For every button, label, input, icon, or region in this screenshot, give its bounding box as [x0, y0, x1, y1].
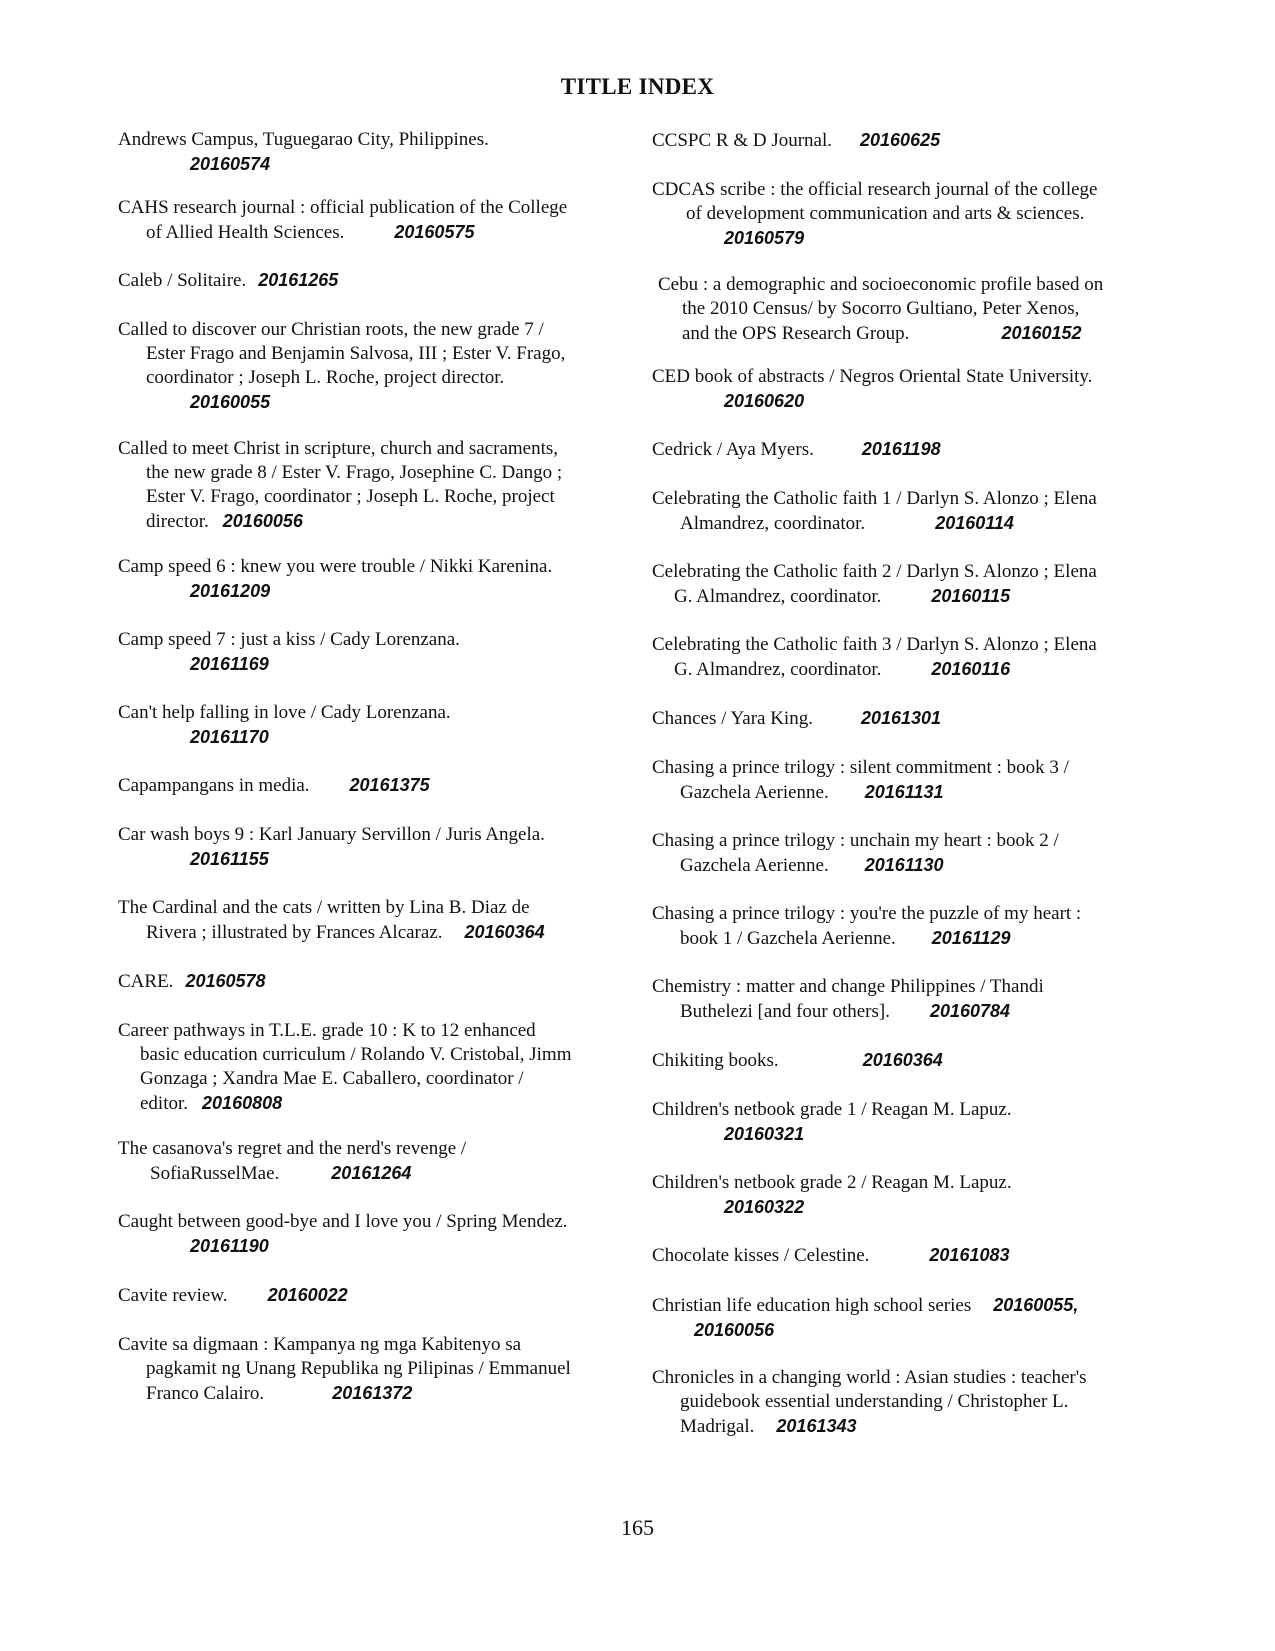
entry-title-line — [652, 511, 1162, 536]
entry-title-text: book 1 / Gazchela Aerienne. — [680, 928, 896, 949]
accession-number: 20160575 — [394, 222, 475, 242]
entry-title-text: Chronicles in a changing world : Asian studies : teacher's — [652, 1367, 1087, 1388]
index-entry — [652, 1171, 1162, 1220]
entry-title-line — [118, 1283, 618, 1308]
entry-title-text: and the OPS Research Group. — [682, 323, 910, 344]
entry-title-line — [118, 823, 618, 847]
entry-title-text: The Cardinal and the cats / written by Lina B. Diaz de — [118, 897, 530, 918]
entry-title-line — [652, 584, 1162, 609]
accession-number: 20160625 — [860, 130, 941, 150]
index-entry — [118, 896, 618, 945]
entry-title-line — [118, 1381, 618, 1406]
accession-line — [652, 1195, 1162, 1220]
entry-title-line — [118, 920, 618, 945]
entry-title-line — [652, 560, 1162, 584]
index-entry — [652, 975, 1162, 1024]
entry-title-text: Chocolate kisses / Celestine. — [652, 1245, 870, 1266]
accession-number: 20161083 — [929, 1245, 1010, 1265]
entry-title-text: Christian life education high school series — [652, 1295, 972, 1316]
accession-number: 20160784 — [929, 1001, 1011, 1021]
entry-title-line — [118, 437, 618, 461]
entry-title-line — [652, 1098, 1162, 1122]
entry-title-text: Gonzaga ; Xandra Mae E. Caballero, coordinator / — [140, 1068, 524, 1089]
entry-title-text: Almandrez, coordinator. — [680, 513, 866, 534]
index-entry — [118, 1210, 618, 1259]
entry-title-line — [118, 1019, 618, 1043]
index-entry — [118, 969, 618, 994]
entry-title-text: director. — [146, 511, 209, 532]
accession-number: 20160574 — [190, 154, 271, 174]
entry-title-text: Called to meet Christ in scripture, church and sacraments, — [118, 438, 559, 459]
entry-title-text: Camp speed 7 : just a kiss / Cady Lorenzana. — [118, 629, 460, 650]
entry-title-line — [118, 485, 618, 509]
entry-title-line — [118, 1043, 618, 1067]
entry-title-line — [118, 628, 618, 652]
index-entry — [652, 829, 1162, 878]
accession-number: 20160022 — [267, 1285, 348, 1305]
entry-title-text: of development communication and arts & sciences. — [686, 203, 1085, 224]
entry-title-text: Ester V. Frago, coordinator ; Joseph L. Roche, project — [146, 486, 555, 507]
index-entry — [652, 633, 1162, 682]
index-entry — [118, 701, 618, 750]
index-entry — [118, 1333, 618, 1406]
entry-title-text: Chasing a prince trilogy : unchain my heart : book 2 / — [652, 830, 1059, 851]
entry-title-text: Can't help falling in love / Cady Lorenzana. — [118, 702, 451, 723]
accession-number: 20160114 — [935, 513, 1014, 533]
entry-title-text: CAHS research journal : official publication of the College — [118, 197, 568, 218]
entry-title-text: Chances / Yara King. — [652, 708, 813, 729]
entry-title-line — [118, 128, 618, 152]
index-entry — [652, 756, 1162, 805]
index-entry — [652, 273, 1162, 346]
accession-number: 20160322 — [724, 1197, 805, 1217]
accession-number: 20160364 — [464, 922, 545, 942]
entry-title-line — [652, 756, 1162, 780]
index-entry — [652, 487, 1162, 536]
index-entry — [118, 1137, 618, 1186]
entry-title-text: Career pathways in T.L.E. grade 10 : K to 12 enhanced — [118, 1020, 536, 1041]
index-entry — [118, 196, 618, 245]
accession-line — [652, 1122, 1162, 1147]
entry-title-text: Cavite sa digmaan : Kampanya ng mga Kabitenyo sa — [118, 1334, 522, 1355]
index-entry — [118, 318, 618, 415]
index-entry — [652, 1366, 1162, 1439]
entry-title-text: The casanova's regret and the nerd's revenge / — [118, 1138, 467, 1159]
entry-title-line — [652, 1293, 1162, 1318]
entry-title-text: Children's netbook grade 2 / Reagan M. Lapuz. — [652, 1172, 1012, 1193]
index-entry — [652, 560, 1162, 609]
entry-title-text: Rivera ; illustrated by Frances Alcaraz. — [146, 922, 443, 943]
entry-title-text: guidebook essential understanding / Christopher L. — [680, 1391, 1069, 1412]
entry-title-text: Chasing a prince trilogy : you're the puzzle of my heart : — [652, 903, 1082, 924]
accession-number: 20161198 — [861, 439, 941, 459]
entry-title-line — [652, 487, 1162, 511]
entry-title-line — [652, 657, 1162, 682]
index-entry — [652, 706, 1162, 731]
accession-line — [118, 579, 618, 604]
entry-title-text: Capampangans in media. — [118, 775, 310, 796]
index-entry — [118, 437, 618, 534]
accession-number: 20160808 — [202, 1093, 283, 1113]
accession-line — [118, 847, 618, 872]
accession-number: 20160578 — [185, 971, 266, 991]
entry-title-line — [118, 1333, 618, 1357]
entry-title-line — [118, 1137, 618, 1161]
entry-title-line — [652, 365, 1162, 389]
index-entry — [118, 268, 618, 293]
accession-number: 20161169 — [190, 654, 269, 674]
entry-title-text: CARE. — [118, 971, 174, 992]
entry-title-line — [652, 1243, 1162, 1268]
accession-number: 20160056 — [222, 511, 303, 531]
entry-title-text: basic education curriculum / Rolando V. Cristobal, Jimm — [140, 1044, 572, 1065]
page-number: 165 — [621, 1515, 654, 1540]
entry-title-text: Chasing a prince trilogy : silent commitment : book 3 / — [652, 757, 1069, 778]
index-entry — [652, 128, 1162, 153]
entry-title-line — [118, 701, 618, 725]
accession-line — [652, 1318, 1162, 1343]
accession-number: 20160364 — [862, 1050, 943, 1070]
entry-title-line — [652, 902, 1162, 926]
entry-title-text: Chemistry : matter and change Philippines / Thandi — [652, 976, 1044, 997]
accession-line — [118, 725, 618, 750]
entry-title-line — [652, 926, 1162, 951]
entry-title-line — [118, 509, 618, 534]
accession-number: 20161190 — [190, 1236, 269, 1256]
entry-title-text: Called to discover our Christian roots, the new grade 7 / — [118, 319, 544, 340]
entry-title-text: Celebrating the Catholic faith 2 / Darlyn S. Alonzo ; Elena — [652, 561, 1097, 582]
entry-title-text: CED book of abstracts / Negros Oriental State University. — [652, 366, 1093, 387]
entry-title-text: Caleb / Solitaire. — [118, 270, 247, 291]
index-entry — [652, 1048, 1162, 1073]
entry-title-line — [118, 773, 618, 798]
entry-title-line — [652, 829, 1162, 853]
accession-number: 20160321 — [724, 1124, 805, 1144]
entry-title-line — [118, 342, 618, 366]
accession-number: 20161170 — [190, 727, 269, 747]
index-entry — [118, 1019, 618, 1116]
accession-line — [118, 390, 618, 415]
accession-number: 20160056 — [694, 1320, 775, 1340]
index-entry — [652, 902, 1162, 951]
index-entry — [652, 437, 1162, 462]
entry-title-text: Celebrating the Catholic faith 1 / Darlyn S. Alonzo ; Elena — [652, 488, 1097, 509]
entry-title-line — [652, 1390, 1162, 1414]
entry-title-text: Cedrick / Aya Myers. — [652, 439, 814, 460]
entry-title-text: Cavite review. — [118, 1285, 228, 1306]
entry-title-line — [118, 1161, 618, 1186]
entry-title-line — [652, 999, 1162, 1024]
accession-number: 20160055, — [993, 1295, 1079, 1315]
entry-title-line — [118, 220, 618, 245]
index-entry — [652, 178, 1162, 251]
entry-title-line — [652, 780, 1162, 805]
index-entry — [118, 773, 618, 798]
entry-title-text: Children's netbook grade 1 / Reagan M. Lapuz. — [652, 1099, 1012, 1120]
entry-title-text: the 2010 Census/ by Socorro Gultiano, Peter Xenos, — [682, 298, 1080, 319]
entry-title-line — [118, 969, 618, 994]
entry-title-text: Franco Calairo. — [146, 1383, 265, 1404]
entry-title-text: G. Almandrez, coordinator. — [674, 659, 882, 680]
accession-line — [652, 226, 1162, 251]
entry-title-line — [652, 297, 1162, 321]
entry-title-line — [652, 202, 1162, 226]
entry-title-line — [118, 196, 618, 220]
accession-line — [118, 652, 618, 677]
entry-title-line — [652, 1366, 1162, 1390]
accession-number: 20161131 — [864, 782, 944, 802]
entry-title-text: Ester Frago and Benjamin Salvosa, III ; Ester V. Frago, — [146, 343, 566, 364]
entry-title-text: G. Almandrez, coordinator. — [674, 586, 882, 607]
entry-title-line — [652, 1048, 1162, 1073]
entry-title-line — [652, 1171, 1162, 1195]
accession-number: 20160620 — [724, 391, 805, 411]
accession-number: 20161343 — [776, 1416, 857, 1436]
entry-title-text: pagkamit ng Unang Republika ng Pilipinas / Emmanuel — [146, 1358, 571, 1379]
index-entry — [652, 365, 1162, 414]
entry-title-text: Buthelezi [and four others]. — [680, 1001, 890, 1022]
index-entry — [652, 1243, 1162, 1268]
entry-title-text: the new grade 8 / Ester V. Frago, Josephine C. Dango ; — [146, 462, 563, 483]
accession-line — [118, 152, 618, 177]
entry-title-text: Gazchela Aerienne. — [680, 782, 829, 803]
entry-title-text: Camp speed 6 : knew you were trouble / Nikki Karenina. — [118, 556, 553, 577]
entry-title-line — [118, 1067, 618, 1091]
entry-title-line — [652, 706, 1162, 731]
page-title: TITLE INDEX — [560, 74, 715, 99]
entry-title-line — [118, 896, 618, 920]
entry-title-line — [118, 461, 618, 485]
entry-title-line — [118, 366, 618, 390]
accession-number: 20160115 — [931, 586, 1011, 606]
entry-title-text: Car wash boys 9 : Karl January Servillon / Juris Angela. — [118, 824, 545, 845]
entry-title-text: Madrigal. — [680, 1416, 755, 1437]
index-entry — [652, 1098, 1162, 1147]
entry-title-text: CDCAS scribe : the official research journal of the college — [652, 179, 1098, 200]
accession-number: 20161130 — [864, 855, 944, 875]
accession-line — [652, 389, 1162, 414]
index-entry — [118, 1283, 618, 1308]
accession-number: 20161301 — [860, 708, 942, 728]
accession-number: 20160579 — [724, 228, 805, 248]
accession-number: 20161264 — [331, 1163, 412, 1183]
entry-title-line — [118, 555, 618, 579]
entry-title-text: coordinator ; Joseph L. Roche, project director. — [146, 367, 505, 388]
entry-title-text: Chikiting books. — [652, 1050, 779, 1071]
entry-title-line — [652, 128, 1162, 153]
entry-title-line — [652, 321, 1162, 346]
entry-title-line — [118, 1210, 618, 1234]
index-entry — [652, 1293, 1162, 1343]
entry-title-text: Gazchela Aerienne. — [680, 855, 829, 876]
accession-number: 20161375 — [349, 775, 430, 795]
accession-number: 20160116 — [931, 659, 1011, 679]
index-entry — [118, 823, 618, 872]
entry-title-text: Cebu : a demographic and socioeconomic profile based on — [658, 274, 1104, 295]
entry-title-text: editor. — [140, 1093, 189, 1114]
accession-number: 20161265 — [258, 270, 339, 290]
entry-title-line — [118, 318, 618, 342]
entry-title-line — [652, 633, 1162, 657]
entry-title-line — [652, 273, 1162, 297]
entry-title-line — [118, 1091, 618, 1116]
entry-title-text: CCSPC R & D Journal. — [652, 130, 833, 151]
entry-title-line — [652, 853, 1162, 878]
accession-number: 20161129 — [931, 928, 1011, 948]
entry-title-line — [652, 1414, 1162, 1439]
entry-title-line — [652, 975, 1162, 999]
index-entry — [118, 555, 618, 604]
entry-title-line — [652, 178, 1162, 202]
accession-number: 20160152 — [1001, 323, 1082, 343]
accession-line — [118, 1234, 618, 1259]
entry-title-text: Celebrating the Catholic faith 3 / Darlyn S. Alonzo ; Elena — [652, 634, 1097, 655]
accession-number: 20161155 — [190, 849, 269, 869]
entry-title-text: SofiaRusselMae. — [150, 1163, 280, 1184]
entry-title-line — [118, 1357, 618, 1381]
entry-title-text: of Allied Health Sciences. — [146, 222, 345, 243]
entry-title-line — [652, 437, 1162, 462]
accession-number: 20161372 — [332, 1383, 413, 1403]
index-entry — [118, 128, 618, 177]
accession-number: 20161209 — [190, 581, 271, 601]
accession-number: 20160055 — [190, 392, 271, 412]
entry-title-text: Andrews Campus, Tuguegarao City, Philippines. — [118, 129, 489, 150]
entry-title-line — [118, 268, 618, 293]
index-entry — [118, 628, 618, 677]
entry-title-text: Caught between good-bye and I love you / Spring Mendez. — [118, 1211, 568, 1232]
